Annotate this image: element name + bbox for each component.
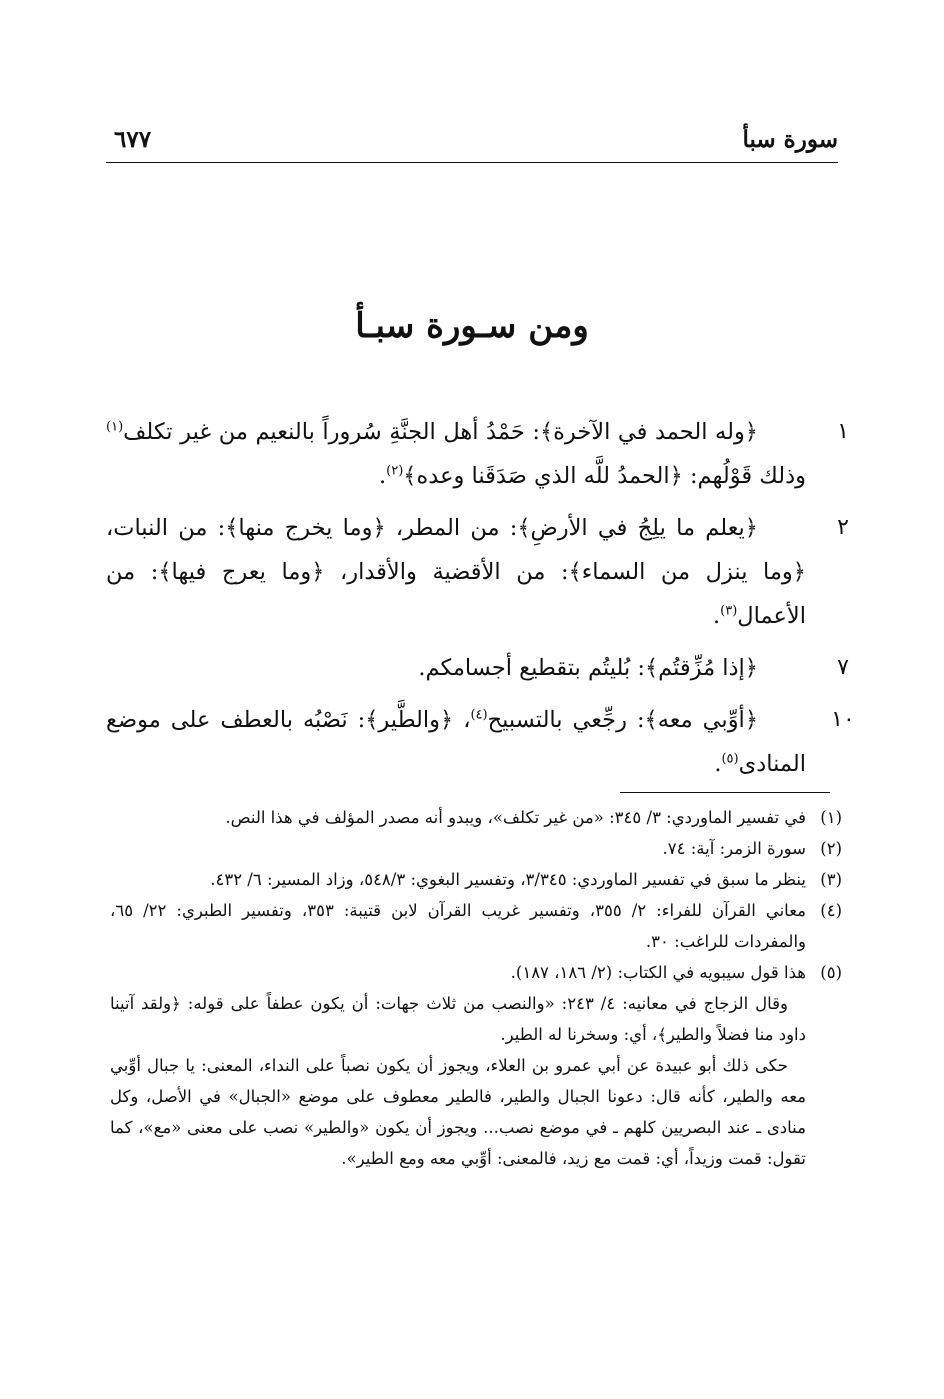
footnote-text: ينظر ما سبق في تفسير الماوردي: ٣/٣٤٥، وتفسير البغوي: ٥٤٨/٣، وزاد المسير: ٦/ ٤٣٢. <box>210 870 806 889</box>
footnote-number: (٢) <box>820 839 842 858</box>
verse-number: ٧ <box>837 655 849 680</box>
verse-number: ١ <box>837 419 849 444</box>
footnote-ref[interactable]: (٥) <box>721 751 739 767</box>
verse-number: ١٠ <box>831 707 855 732</box>
header-surah-title: سورة سبأ <box>742 126 838 153</box>
footnote <box>110 895 842 957</box>
footnote <box>110 864 842 895</box>
verse-entry <box>106 506 849 638</box>
footnote-paragraph: وقال الزجاج في معانيه: ٤/ ٢٤٣: «والنصب من ثلاث جهات: أن يكون عطفاً على قوله: ﴿ولقد آتينا داود منا فضلاً والطير﴾، أي: وسخرنا له الطير. <box>110 994 806 1044</box>
verse-number: ٢ <box>837 515 849 540</box>
verse-commentary: ﴿يعلم ما يلِجُ في الأرضِ﴾: من المطر، ﴿وما يخرج منها﴾: من النبات، ﴿وما ينزل من السماء﴾: من الأقضية والأقدار، ﴿وما يعرج فيها﴾: من الأعمال$^{(٣)}$. <box>106 515 806 629</box>
footnote <box>110 957 842 1174</box>
footnote-number: (٤) <box>820 901 842 920</box>
footnote-number: (٥) <box>820 963 842 982</box>
footnote-text: في تفسير الماوردي: ٣/ ٣٤٥: «من غير تكلف»، ويبدو أنه مصدر المؤلف في هذا النص. <box>225 808 806 827</box>
footnote-text: سورة الزمر: آية: ٧٤. <box>662 839 806 858</box>
footnote-ref[interactable]: (٣) <box>720 603 738 619</box>
footnote <box>110 833 842 864</box>
footnote-text: معاني القرآن للفراء: ٢/ ٣٥٥، وتفسير غريب القرآن لابن قتيبة: ٣٥٣، وتفسير الطبري: ٢٢/ ٦٥، والمفردات للراغب: ٣٠. <box>110 901 807 951</box>
footnote-number: (١) <box>820 808 842 827</box>
footnote-paragraph: حكى ذلك أبو عبيدة عن أبي عمرو بن العلاء، ويجوز أن يكون نصباً على النداء، المعنى: يا جبال أوِّبي معه والطير، كأنه قال: دعونا الجبال والطير، فالطير معطوف على موضع «الجبال» في الأصل، وكل منادى ـ عند البصريين كلهم ـ في موضع نصب... ويجوز أن يكون «والطير» نصب على معنى «مع»، كما تقول: قمت وزيداً، أي: قمت مع زيد، فالمعنى: أوِّبي معه ومع الطير». <box>110 1056 806 1168</box>
footnote-divider <box>620 792 830 793</box>
verse-entry <box>106 698 855 786</box>
footnote-ref[interactable]: (٢) <box>386 463 404 479</box>
verse-entry <box>106 646 849 690</box>
verse-commentary: ﴿أوِّبي معه﴾: رجِّعي بالتسبيح$^{(٤)}$، ﴿والطَّير﴾: نَصْبُه بالعطف على موضع المنادى$^{(٥)}$. <box>106 707 806 777</box>
running-header <box>106 118 838 163</box>
footnotes <box>110 802 842 1174</box>
surah-heading: ومن سـورة سبـأ <box>355 306 589 346</box>
verse-entries <box>106 410 855 794</box>
footnote-ref[interactable]: (١) <box>106 419 124 435</box>
footnote-number: (٣) <box>820 870 842 889</box>
page-number: ٦٧٧ <box>114 126 152 153</box>
verse-entry <box>106 410 849 498</box>
verse-commentary: ﴿إذا مُزِّقتُم﴾: بُليتُم بتقطيع أجسامكم. <box>418 655 758 681</box>
footnote-ref[interactable]: (٤) <box>470 707 488 723</box>
verse-commentary: ﴿وله الحمد في الآخرة﴾: حَمْدُ أهل الجنَّةِ سُروراً بالنعيم من غير تكلف$^{(١)}$ وذلك قَوْلُهم: ﴿الحمدُ للَّه الذي صَدَقَنا وعده﴾$^{(٢)}$. <box>106 419 806 489</box>
footnote <box>110 802 842 833</box>
footnote-text: هذا قول سيبويه في الكتاب: (٢/ ١٨٦، ١٨٧). <box>510 963 806 982</box>
